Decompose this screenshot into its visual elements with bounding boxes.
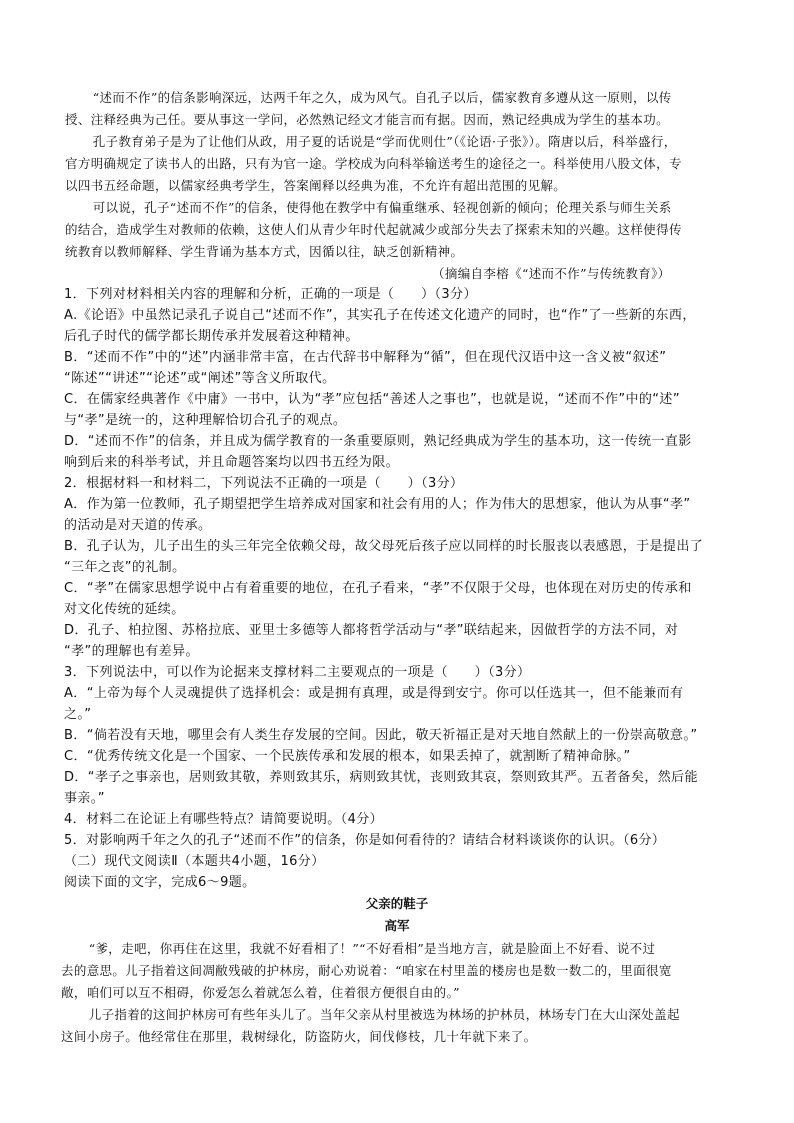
question-line: B．孔子认为，儿子出生的头三年完全依赖父母，故父母死后孩子应以同样的时长服丧以表感恩，于是提出了 [64,539,704,554]
story-line: “爹，走吧，你再住在这里，我就不好看相了！”“不好看相”是当地方言，就是脸面上不好看、说不过 [63,941,656,956]
question-line: C．“优秀传统文化是一个国家、一个民族传承和发展的根本，如果丢掉了，就割断了精神命脉。” [64,749,631,764]
question-line: B．“述而不作”中的“述”内涵非常丰富，在古代辞书中解释为“循”，但在现代汉语中这一含义被“叙述” [64,350,667,365]
story-line: 儿子指着的这间护林房可有些年头儿了。当年父亲从村里被选为林场的护林员，林场专门在大山深处盖起 [63,1007,680,1022]
question-line: C．“孝”在儒家思想学说中占有着重要的地位，在孔子看来，“孝”不仅限于父母，也体现在对历史的传承和 [64,581,692,596]
question-line: A．“上帝为每个人灵魂提供了选择机会：或是拥有真理，或是得到安宁。你可以任选其一，但不能兼而有 [64,686,684,701]
material-line: 统教育以教师解释、学生背诵为基本方式，因循以往，缺乏创新精神。 [65,244,464,259]
question-line: A．作为第一位教师，孔子期望把学生培养成对国家和社会有用的人；作为伟大的思想家，他认为从事“孝” [64,497,691,512]
question-line: “三年之丧”的礼制。 [64,560,186,575]
question-line: “陈述”“讲述”“论述”或“阐述”等含义所取代。 [64,371,336,386]
material-line: “述而不作”的信条影响深远，达两千年之久，成为风气。自孔子以后，儒家教育多遵从这一原则，以传 [67,90,672,105]
question-line: D．孔子、柏拉图、苏格拉底、亚里士多德等人都将哲学活动与“孝”联结起来，因做哲学的方法不同，对 [64,623,679,638]
question-line: 5．对影响两千年之久的孔子“述而不作”的信条，你是如何看待的？请结合材料谈谈你的认识。（6分） [64,833,666,848]
question-line: 与“孝”是统一的，这种理解恰切合孔子的观点。 [64,413,347,428]
story-line: 去的意思。儿子指着这间凋敝残破的护林房，耐心劝说着：“咱家在村里盖的楼房也是数一数二的，里面很宽 [61,963,672,978]
story-title: 父亲的鞋子 [365,896,429,911]
question-line: 后孔子时代的儒学都长期传承并发展着这种精神。 [64,329,359,344]
question-line: 的活动是对天道的传承。 [64,518,212,533]
section-heading: （二）现代文阅读Ⅱ（本题共4小题，16分） [64,854,325,869]
question-line: 对文化传统的延续。 [64,602,185,617]
story-line: 敞，咱们可以互不相碍，你爱怎么着就怎么着，住着很方便很自由的。” [61,985,460,1000]
material-line: 可以说，孔子“述而不作”的信条，使得他在教学中有偏重继承、轻视创新的倾向；伦理关系与师生关系 [67,200,672,215]
source-note: （摘编自李榕《“述而不作”与传统教育》） [432,266,671,281]
question-line: 之。” [64,707,92,722]
question-line: C．在儒家经典著作《中庸》一书中，认为“孝”应包括“善述人之事也”，也就是说，“述而不作”中的“述” [64,392,680,407]
question-line: 2．根据材料一和材料二，下列说法不正确的一项是（ ）（3分） [64,476,464,491]
question-line: 1．下列对材料相关内容的理解和分析，正确的一项是（ ）（3分） [64,287,477,302]
question-line: 阅读下面的文字，完成6～9题。 [64,875,256,890]
question-line: D．“述而不作”的信条，并且成为儒学教育的一条重要原则，熟记经典成为学生的基本功，这一传统一直影 [64,434,692,449]
question-line: 响到后来的科举考试，并且命题答案均以四书五经为限。 [64,455,400,470]
question-line: B．“倘若没有天地，哪里会有人类生存发展的空间。因此，敬天祈福正是对天地自然献上的一份崇高敬意。” [64,728,698,743]
material-line: 授、注释经典为己任。要从事这一学问，必然熟记经文才能言而有据。因而，熟记经典成为学生的基本功。 [65,112,669,127]
question-line: 事亲。” [64,791,105,806]
question-line: A.《论语》中虽然记录孔子说自己“述而不作”，其实孔子在传述文化遗产的同时，也“作”了一些新的东西， [64,308,696,323]
story-line: 这间小房子。他经常住在那里，栽树绿化，防盗防火，间伐修枝，几十年就下来了。 [61,1029,537,1044]
material-line: 以四书五经命题，以儒家经典考学生，答案阐释以经典为准，不允许有超出范围的见解。 [65,178,567,193]
material-line: 官方明确规定了读书人的出路，只有为官一途。学校成为向科举输送考生的途径之一。科举使用八股文体，专 [65,156,682,171]
question-line: “孝”的理解也有差异。 [64,644,199,659]
question-line: 3．下列说法中，可以作为论据来支撑材料二主要观点的一项是（ ）（3分） [64,665,531,680]
material-line: 孔子教育弟子是为了让他们从政，用子夏的话说是“学而优则仕”（《论语·子张》）。隋唐以后，科举盛行， [67,134,677,149]
question-line: 4．材料二在论证上有哪些特点？请简要说明。（4分） [64,812,384,827]
question-line: D．“孝子之事亲也，居则致其敬，养则致其乐，病则致其忧，丧则致其哀，祭则致其严。五者备矣，然后能 [64,770,698,785]
material-line: 的结合，造成学生对教师的依赖，这使人们从青少年时代起就减少或部分失去了探索未知的兴趣。这样使得传 [65,222,682,237]
story-author: 高军 [384,918,410,933]
